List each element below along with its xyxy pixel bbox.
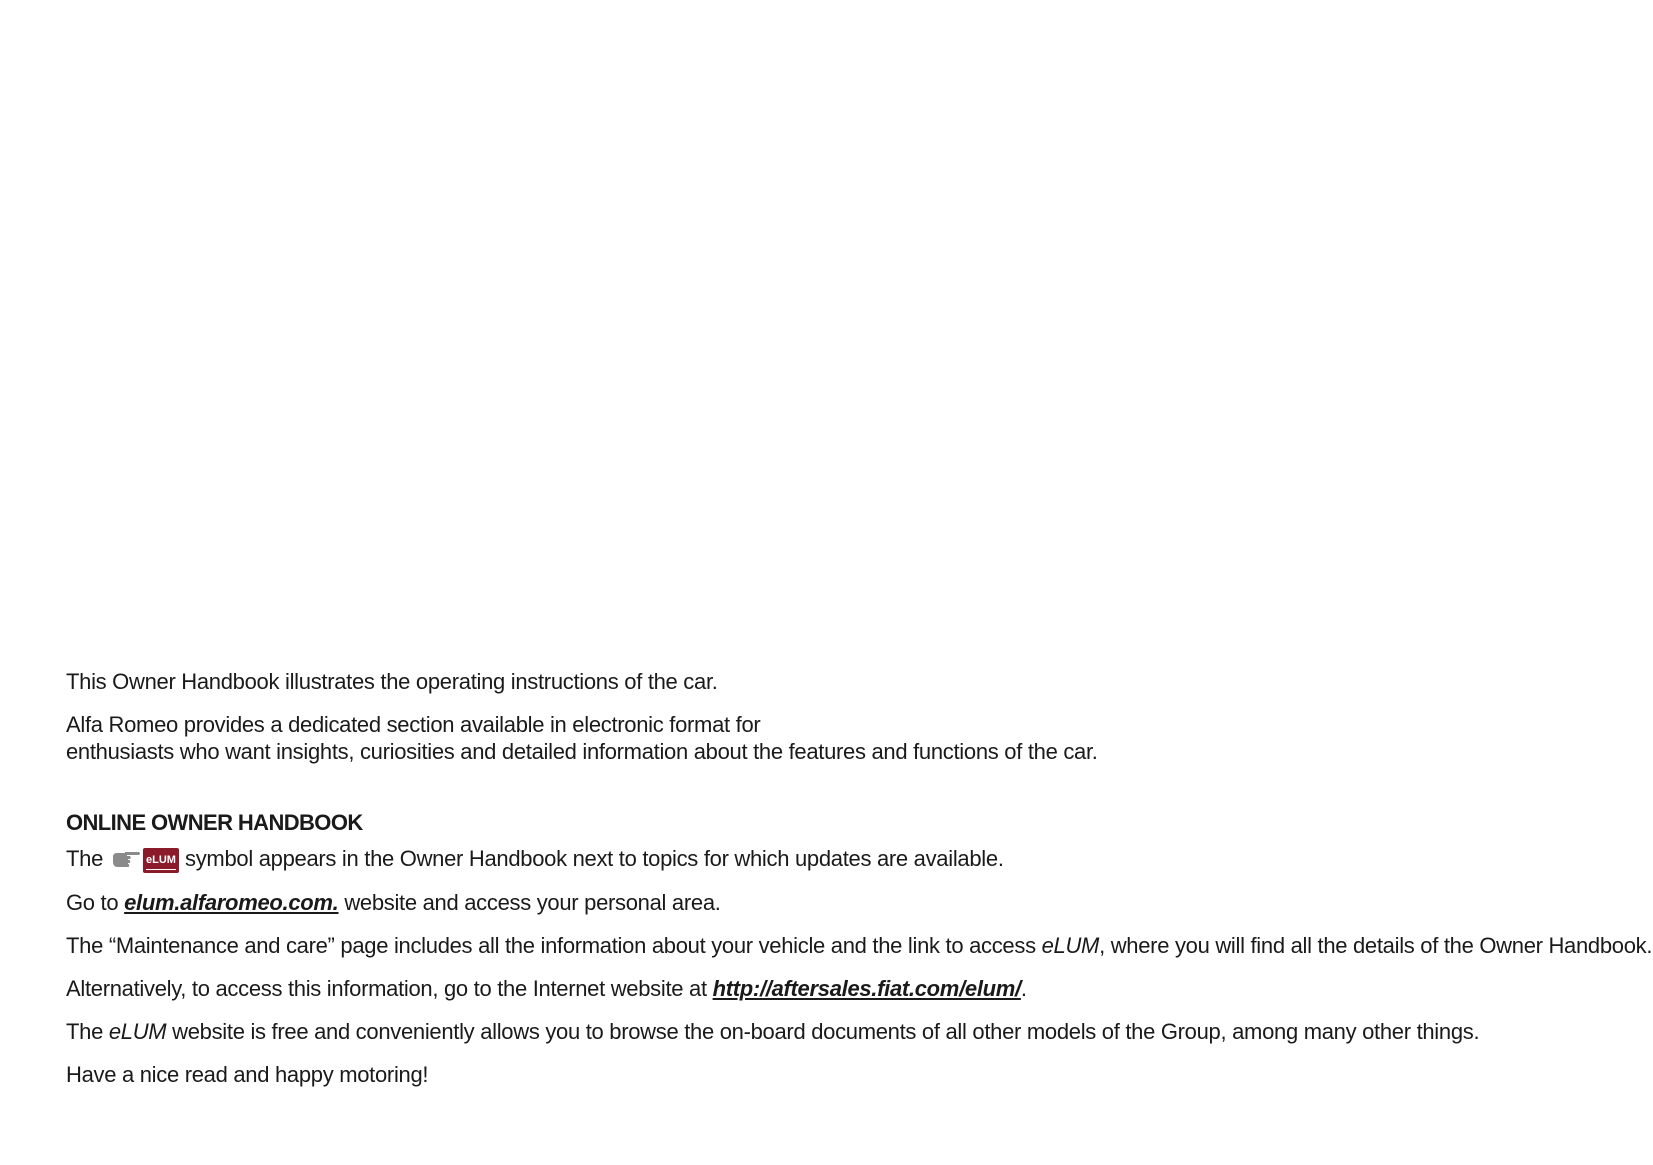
goto-prefix: Go to (66, 889, 119, 915)
intro-line-b: enthusiasts who want insights, curiosities and detailed information about the features and functions of the car. (66, 739, 1098, 764)
elum-badge-icon: eLUM (143, 848, 179, 873)
elum-symbol (111, 848, 179, 873)
goto-suffix: website and access your personal area. (344, 889, 721, 915)
symbol-prefix: The (66, 846, 104, 871)
free-prefix: The (66, 1018, 104, 1044)
symbol-suffix: symbol appears in the Owner Handbook next to topics for which updates are available. (185, 846, 1004, 871)
intro-paragraph (66, 711, 1646, 765)
free-website-paragraph (66, 1018, 1646, 1045)
pointing-hand-icon (111, 850, 141, 870)
alternative-paragraph (66, 975, 1646, 1002)
elum-emphasis-2: eLUM (108, 1018, 167, 1044)
elum-alfaromeo-link[interactable]: elum.alfaromeo.com. (124, 889, 339, 915)
free-suffix: website is free and conveniently allows you to browse the on-board documents of all other models of the Group, among many other things. (172, 1018, 1480, 1044)
elum-emphasis: eLUM (1041, 932, 1100, 958)
alternative-prefix: Alternatively, to access this information, go to the Internet website at (66, 975, 707, 1001)
maintenance-paragraph (66, 932, 1653, 959)
intro-line: This Owner Handbook illustrates the operating instructions of the car. (66, 669, 718, 694)
maintenance-suffix: , where you will find all the details of the Owner Handbook. (1099, 932, 1653, 958)
alternative-suffix: . (1020, 975, 1027, 1001)
symbol-paragraph (66, 845, 1646, 873)
closing-line: Have a nice read and happy motoring! (66, 1061, 429, 1087)
aftersales-link[interactable]: http://aftersales.fiat.com/elum/ (712, 975, 1021, 1001)
section-heading: ONLINE OWNER HANDBOOK (66, 810, 363, 835)
maintenance-prefix: The “Maintenance and care” page includes all the information about your vehicle and the link to access (66, 932, 1036, 958)
goto-paragraph (66, 889, 1646, 916)
handbook-intro-section (66, 668, 1653, 1088)
intro-line-a: Alfa Romeo provides a dedicated section available in electronic format for (66, 712, 761, 737)
